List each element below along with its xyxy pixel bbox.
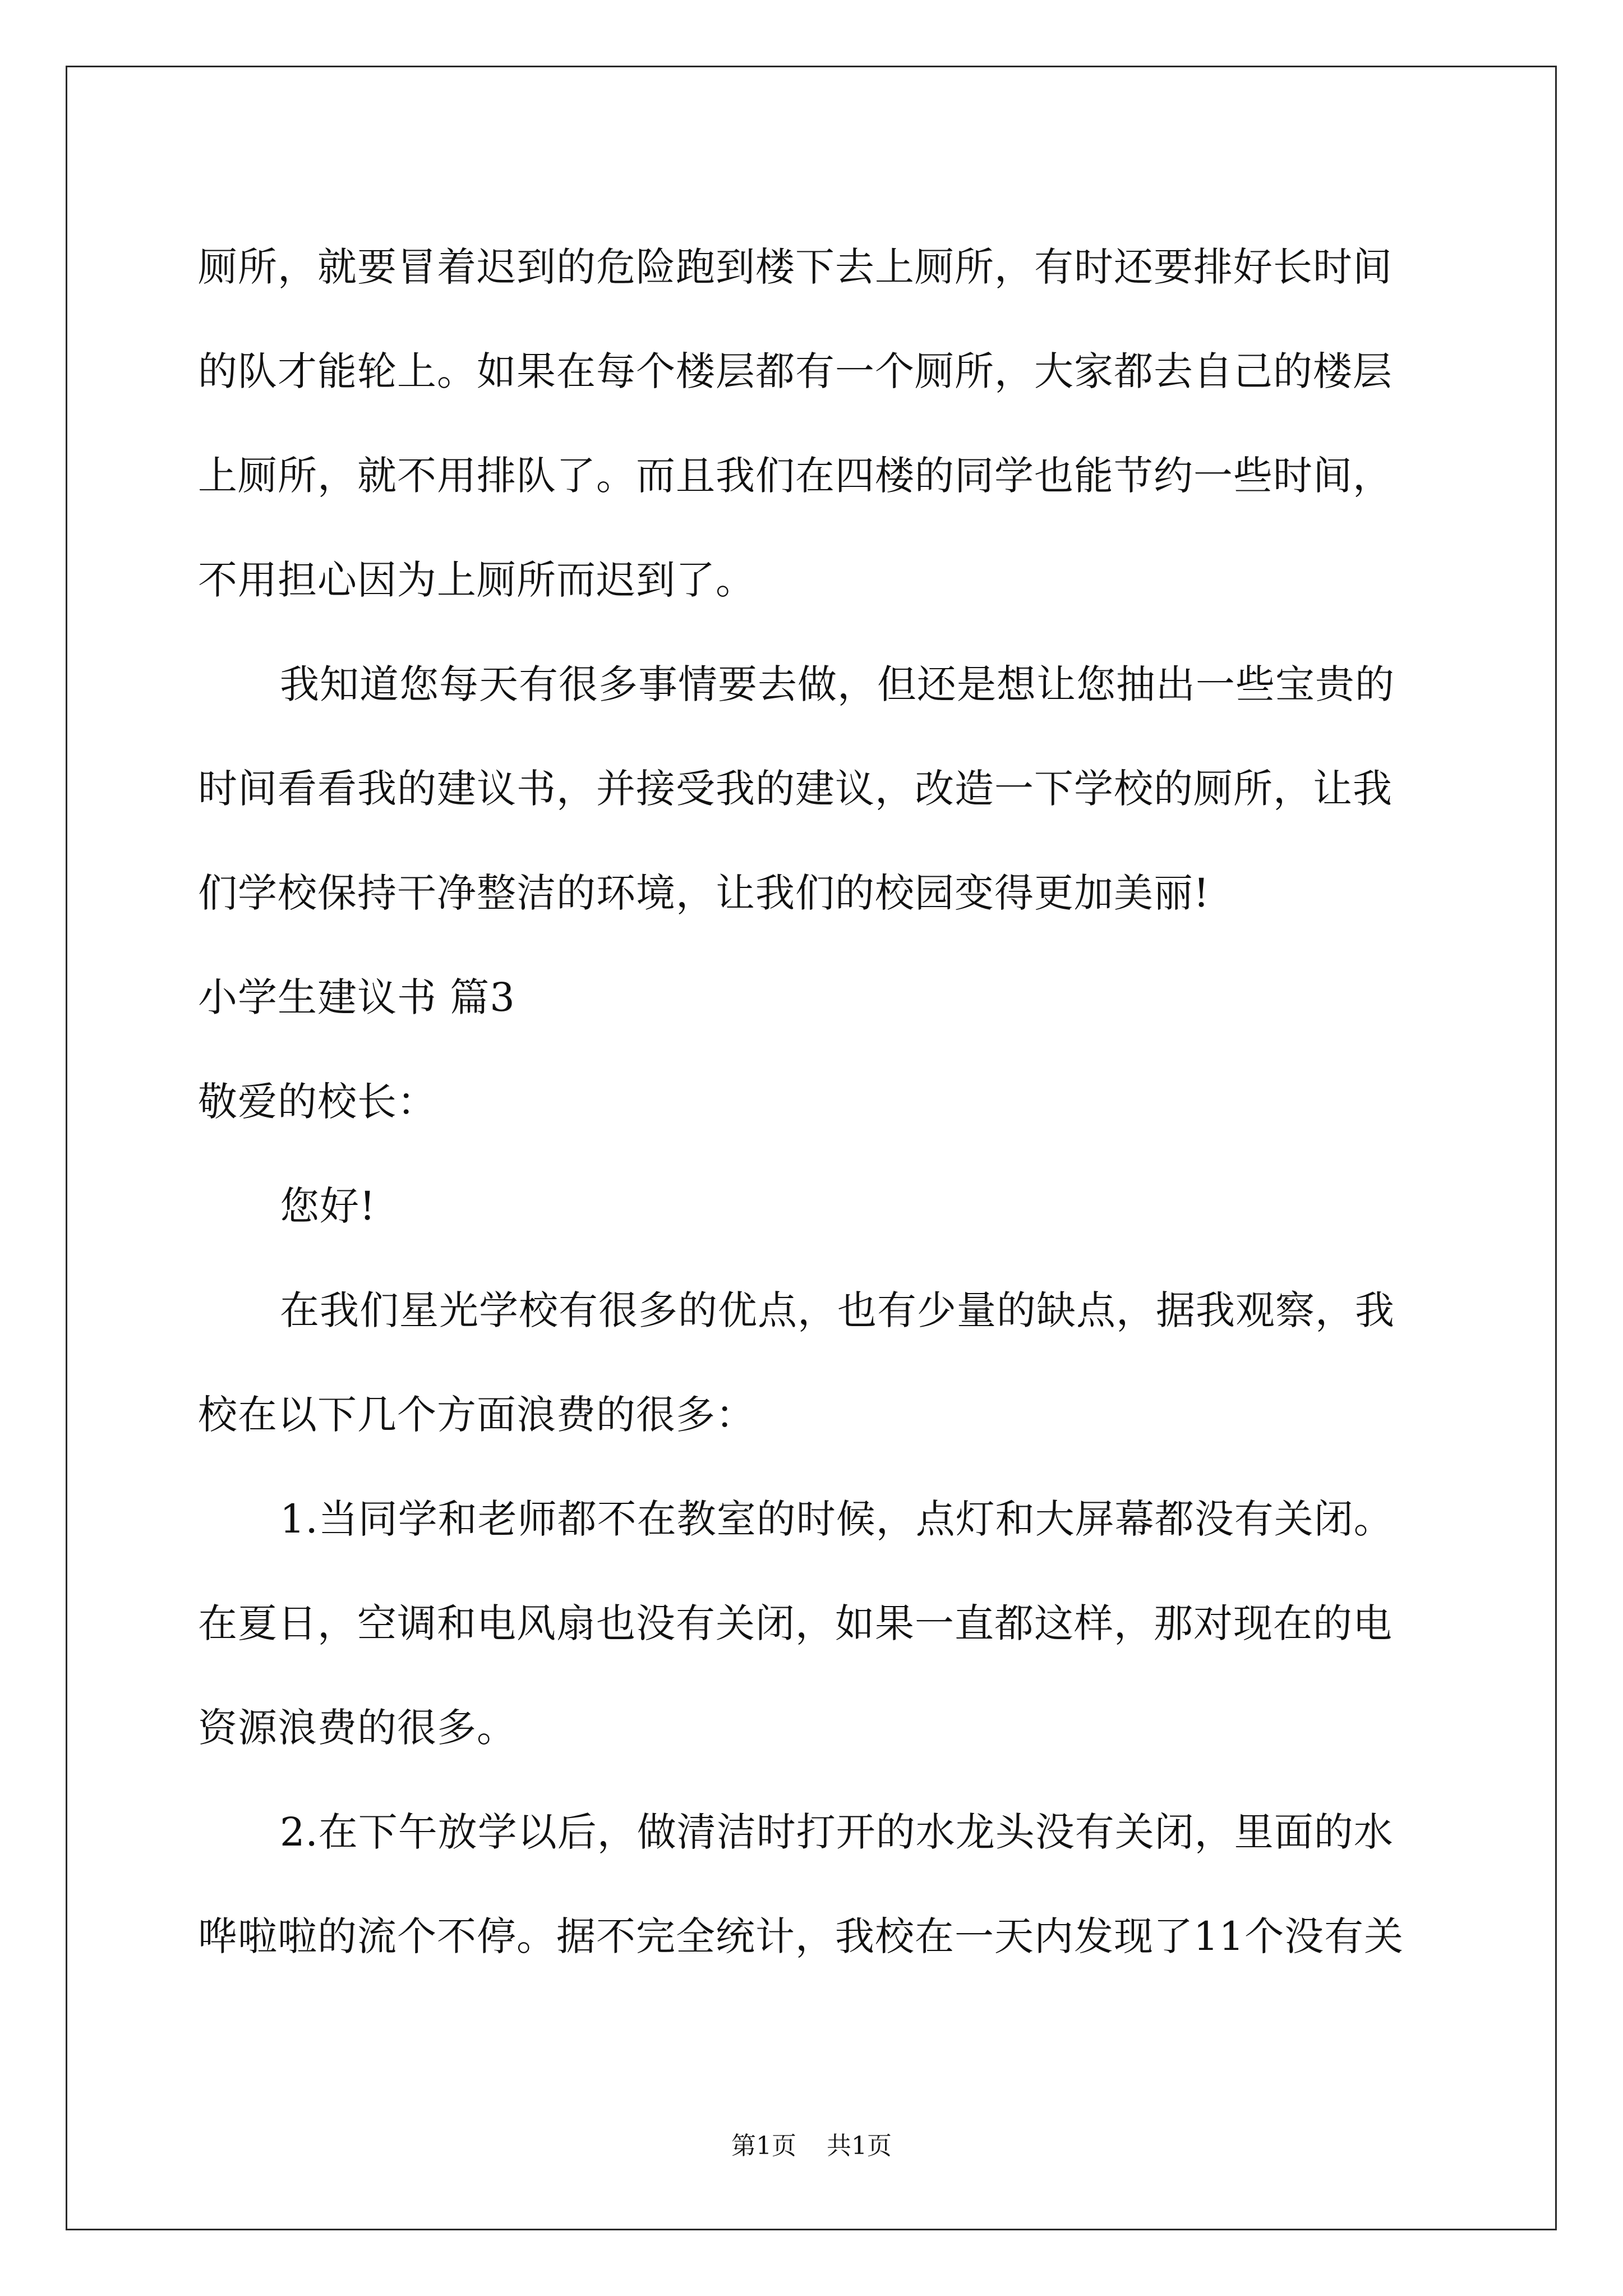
page-number-total: 共1页 bbox=[827, 2132, 892, 2160]
text-line: 在我们星光学校有很多的优点，也有少量的缺点，据我观察，我 bbox=[280, 1287, 1395, 1333]
text-line: 我知道您每天有很多事情要去做，但还是想让您抽出一些宝贵的 bbox=[280, 661, 1395, 707]
text-line: 哗啦啦的流个不停。据不完全统计，我校在一天内发现了11个没有关 bbox=[198, 1913, 1404, 1959]
text-line: 在夏日，空调和电风扇也没有关闭，如果一直都这样，那对现在的电 bbox=[198, 1600, 1393, 1646]
section-heading: 小学生建议书 篇3 bbox=[198, 974, 515, 1020]
page-number-current: 第1页 bbox=[731, 2132, 796, 2160]
text-line: 校在以下几个方面浪费的很多： bbox=[198, 1392, 755, 1438]
page-footer bbox=[0, 2129, 1623, 2163]
text-line: 不用担心因为上厕所而迟到了。 bbox=[198, 557, 755, 603]
text-line: 上厕所，就不用排队了。而且我们在四楼的同学也能节约一些时间， bbox=[198, 453, 1393, 499]
text-line: 厕所，就要冒着迟到的危险跑到楼下去上厕所，有时还要排好长时间 bbox=[198, 244, 1393, 290]
text-line: 们学校保持干净整洁的环境，让我们的校园变得更加美丽! bbox=[198, 870, 1210, 916]
greeting: 您好! bbox=[280, 1183, 376, 1229]
text-line: 的队才能轮上。如果在每个楼层都有一个厕所，大家都去自己的楼层 bbox=[198, 348, 1393, 394]
text-line: 1.当同学和老师都不在教室的时候，点灯和大屏幕都没有关闭。 bbox=[280, 1496, 1394, 1542]
document-body bbox=[198, 215, 1432, 1989]
text-line: 2.在下午放学以后，做清洁时打开的水龙头没有关闭，里面的水 bbox=[280, 1809, 1394, 1855]
text-line: 时间看看我的建议书，并接受我的建议，改造一下学校的厕所，让我 bbox=[198, 766, 1393, 812]
salutation: 敬爱的校长： bbox=[198, 1079, 437, 1125]
text-line: 资源浪费的很多。 bbox=[198, 1705, 517, 1751]
